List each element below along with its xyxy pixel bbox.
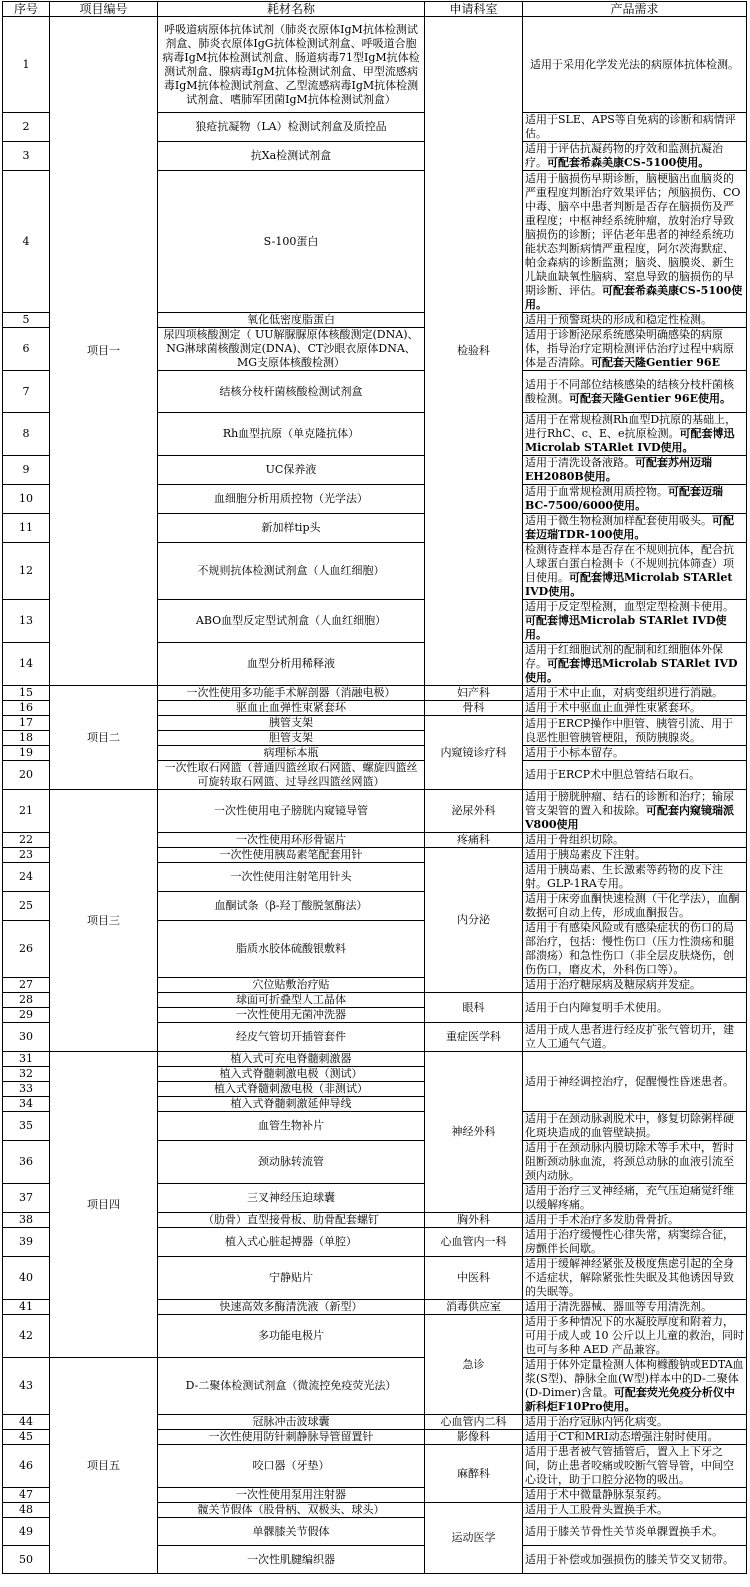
need-compat: 可配套天隆Gentier 96E使用。	[569, 391, 731, 405]
material-name: 抗Xa检测试剂盒	[158, 142, 425, 171]
row-seq: 19	[3, 746, 50, 761]
material-name: 不规则抗体检测试剂盒（人血红细胞）	[158, 543, 425, 600]
need-compat: 可配套博迅Microlab STARlet IVD使用。	[525, 614, 727, 641]
dept-name: 疼痛科	[425, 833, 523, 848]
need-text: 适用于预警斑块的形成和稳定性检测。	[525, 313, 712, 326]
row-seq: 25	[3, 892, 50, 921]
table-header-row	[3, 2, 747, 17]
row-seq: 17	[3, 716, 50, 731]
product-need	[523, 456, 747, 485]
dept-name: 影像科	[425, 1430, 523, 1445]
material-name: 脂质水胶体硫酸银敷料	[158, 921, 425, 978]
dept-name: 心血管内一科	[425, 1228, 523, 1257]
project-code: 项目一	[50, 17, 158, 686]
dept-name: 急诊	[425, 1315, 523, 1415]
row-seq: 41	[3, 1300, 50, 1315]
row-seq: 43	[3, 1358, 50, 1415]
material-name: 植入式脊髓刺激电极（非测试）	[158, 1082, 425, 1097]
dept-name: 胸外科	[425, 1213, 523, 1228]
material-name: 血酮试条（β-羟丁酸脱氢酶法）	[158, 892, 425, 921]
row-seq: 8	[3, 413, 50, 456]
product-need	[523, 761, 747, 790]
header-project: 项目编号	[50, 2, 158, 17]
material-name: 植入式心脏起搏器（单腔）	[158, 1228, 425, 1257]
row-seq: 1	[3, 17, 50, 113]
need-compat: 可配套苏州迈瑞EH2080B使用。	[525, 456, 712, 483]
row-seq: 38	[3, 1213, 50, 1228]
product-need	[523, 1052, 747, 1112]
material-name: S-100蛋白	[158, 171, 425, 313]
row-seq: 42	[3, 1315, 50, 1358]
need-text: 适用于缓解神经紧张及极度焦虑引起的全身不适症状，解除紧张性失眠及其他诱因导致的失眠等。	[525, 1257, 734, 1298]
need-text: 适用于SLE、APS等自免病的诊断和病情评估。	[525, 113, 736, 140]
product-need	[523, 1257, 747, 1300]
material-name: 一次性使用环形骨锯片	[158, 833, 425, 848]
need-text: 适用于清洗设备液路。	[525, 456, 635, 469]
need-compat: 可配套希森美康CS-5100使用。	[525, 283, 743, 311]
need-text: 适用于膝关节骨性关节炎单髁置换手术。	[525, 1524, 723, 1538]
table-row	[3, 686, 747, 701]
row-seq: 49	[3, 1518, 50, 1546]
project-code: 项目二	[50, 686, 158, 790]
row-seq: 24	[3, 863, 50, 892]
need-compat: 可配套博迅Microlab STARlet IVD使用。	[525, 571, 733, 598]
need-text: 适用于治疗三叉神经痛，充气压迫痛觉纤维以缓解疼痛。	[525, 1184, 734, 1211]
product-need	[523, 746, 747, 761]
need-text: 适用于在颈动脉内膜切除术等手术中，暂时阻断颈动脉血流，将颈总动脉的血液引流至颈内动脉。	[525, 1141, 734, 1182]
dept-name: 消毒供应室	[425, 1300, 523, 1315]
material-name: 新加样tip头	[158, 514, 425, 543]
dept-name: 神经外科	[425, 1052, 523, 1213]
dept-name: 妇产科	[425, 686, 523, 701]
material-name: 经皮气管切开插管套件	[158, 1023, 425, 1052]
product-need	[523, 142, 747, 171]
material-name: 一次性取石网篮（普通四篮丝取石网篮、螺旋四篮丝可旋转取石网篮、过导丝四篮丝网篮）	[158, 761, 425, 790]
row-seq: 7	[3, 371, 50, 413]
material-name: 一次性使用无菌冲洗器	[158, 1008, 425, 1023]
material-name: 血管生物补片	[158, 1112, 425, 1141]
material-name: ABO血型反定型试剂盒（人血红细胞）	[158, 600, 425, 643]
row-seq: 47	[3, 1488, 50, 1503]
need-text: 适用于治疗冠脉内钙化病变。	[525, 1415, 668, 1428]
need-text: 适用于床旁血酮快速检测（干化学法），血酮数据可自动上传，形成血酮报告。	[525, 892, 740, 919]
product-need	[523, 1228, 747, 1257]
table-row	[3, 1358, 747, 1415]
product-need	[523, 17, 747, 113]
product-need	[523, 113, 747, 142]
need-text: 适用于有感染风险或有感染症状的伤口的局部治疗，包括：慢性伤口（压力性溃疡和腿部溃疡）和急性伤口（非全层皮肤烧伤，创伤伤口，磨皮术，外科伤口等）。	[525, 921, 734, 976]
product-need	[523, 514, 747, 543]
table-row	[3, 17, 747, 113]
need-text: 适用于采用化学发光法的病原体抗体检测。	[530, 57, 739, 71]
need-text: 适用于体外定量检测人体枸橼酸钠或EDTA血浆(S型)、静脉全血(W型)样本中的D-二聚体(D-Dimer)含量。	[525, 1358, 744, 1399]
row-seq: 21	[3, 790, 50, 833]
need-text: 适用于血常规检测用质控物。	[525, 485, 668, 498]
table-row	[3, 1052, 747, 1067]
material-name: 一次性使用注射笔用针头	[158, 863, 425, 892]
need-text: 适用于术中微量静脉泵泵药。	[525, 1488, 668, 1501]
material-name: 氧化低密度脂蛋白	[158, 313, 425, 328]
need-text: 适用于脑损伤早期诊断，脑梗脑出血脑炎的严重程度判断治疗效果评估；颅脑损伤、CO中毒、脑卒中患者判断是否存在脑损伤及严重程度；中枢神经系统肿瘤，放射治疗导致脑损伤的诊断；评估老年患者的神经系统功能状态判断病情严重程度，阿尔茨海默症、帕金森病的诊断监测；脑炎、脑膜炎、新生儿缺血缺氧性脑病、窒息导致的脑损伤的早期诊断、评估。	[525, 171, 741, 297]
need-text: 适用于白内障复明手术使用。	[525, 1000, 668, 1014]
need-text: 适用于胰岛素、生长激素等药物的皮下注射。GLP-1RA专用。	[525, 863, 723, 890]
need-text: 适用于治疗糖尿病及糖尿病并发症。	[525, 978, 701, 991]
product-need	[523, 1430, 747, 1445]
material-name: 驱血止血弹性束紧套环	[158, 701, 425, 716]
material-name: Rh血型抗原（单克隆抗体）	[158, 413, 425, 456]
row-seq: 18	[3, 731, 50, 746]
need-text: 适用于ERCP操作中胆管、胰管引流、用于良恶性胆管胰管梗阻，预防胰腺炎。	[525, 716, 734, 744]
product-need	[523, 1184, 747, 1213]
product-need	[523, 371, 747, 413]
product-need	[523, 1518, 747, 1546]
product-need	[523, 1488, 747, 1503]
product-need	[523, 1358, 747, 1415]
need-compat: 可配套博迅Microlab STARlet IVD使用。	[525, 657, 738, 684]
row-seq: 32	[3, 1067, 50, 1082]
product-need	[523, 1112, 747, 1141]
need-text: 适用于在常规检测Rh血型D抗原的基础上，进行RhC、c、E、e抗原检测。	[525, 413, 737, 440]
need-text: 适用于CT和MRI动态增强注射时使用。	[525, 1430, 719, 1443]
material-name: 髋关节假体（股骨柄、双极头、球头）	[158, 1503, 425, 1518]
row-seq: 27	[3, 978, 50, 993]
material-name: D-二聚体检测试剂盒（微流控免疫荧光法）	[158, 1358, 425, 1415]
product-need	[523, 833, 747, 848]
need-text: 适用于清洗器械、器皿等专用清洗剂。	[525, 1300, 712, 1313]
row-seq: 29	[3, 1008, 50, 1023]
need-text: 检测待查样本是否存在不规则抗体，配合抗人球蛋白蛋白检测卡（不规则抗体筛查）项目使用。	[525, 543, 734, 584]
material-name: 血型分析用稀释液	[158, 643, 425, 686]
need-compat: 可配套博迅Microlab STARlet IVD使用。	[525, 427, 735, 454]
need-text: 适用于患者被气管插管后，置入上下牙之间，防止患者咬痛或咬断气管导管，中间空心设计，助于口腔分泌物的吸出。	[525, 1445, 734, 1486]
product-need	[523, 1315, 747, 1358]
row-seq: 40	[3, 1257, 50, 1300]
row-seq: 23	[3, 848, 50, 863]
material-name: 血细胞分析用质控物（光学法）	[158, 485, 425, 514]
product-need	[523, 171, 747, 313]
header-seq: 序号	[3, 2, 50, 17]
row-seq: 33	[3, 1082, 50, 1097]
need-text: 适用于小标本留存。	[525, 746, 624, 759]
product-need	[523, 848, 747, 863]
material-name: 快速高效多酶清洗液（新型）	[158, 1300, 425, 1315]
row-seq: 35	[3, 1112, 50, 1141]
need-text: 适用于手术治疗多发肋骨骨折。	[525, 1213, 679, 1226]
material-name: 一次性使用泵用注射器	[158, 1488, 425, 1503]
product-need	[523, 1445, 747, 1488]
need-text: 适用于骨组织切除。	[525, 833, 624, 846]
product-need	[523, 701, 747, 716]
row-seq: 34	[3, 1097, 50, 1112]
product-need	[523, 1546, 747, 1574]
material-name: 结核分枝杆菌核酸检测试剂盒	[158, 371, 425, 413]
dept-name: 眼科	[425, 993, 523, 1023]
material-name: 一次性使用多功能手术解剖器（消融电极）	[158, 686, 425, 701]
row-seq: 46	[3, 1445, 50, 1488]
material-name: 植入式可充电脊髓刺激器	[158, 1052, 425, 1067]
material-name: 一次性使用胰岛素笔配套用针	[158, 848, 425, 863]
product-need	[523, 600, 747, 643]
need-text: 适用于多种情况下的水凝胶厚度和附着力，可用于成人或 10 公斤以上儿童的救治，同时也可与多种 AED 产品兼容。	[525, 1315, 744, 1356]
table-row	[3, 790, 747, 833]
project-code: 项目五	[50, 1358, 158, 1574]
need-compat: 可配套内窥镜瑞派V800使用	[525, 804, 734, 831]
product-need	[523, 686, 747, 701]
row-seq: 12	[3, 543, 50, 600]
need-compat: 可配套天隆Gentier 96E	[591, 356, 720, 369]
row-seq: 28	[3, 993, 50, 1008]
row-seq: 9	[3, 456, 50, 485]
row-seq: 50	[3, 1546, 50, 1574]
material-name: 胆管支架	[158, 731, 425, 746]
product-need	[523, 413, 747, 456]
row-seq: 31	[3, 1052, 50, 1067]
header-material: 耗材名称	[158, 2, 425, 17]
need-text: 适用于评估抗凝药物的疗效和监测抗凝治疗。	[525, 142, 723, 169]
material-name: 冠脉冲击波球囊	[158, 1415, 425, 1430]
material-name: 一次性肌腱编织器	[158, 1546, 425, 1574]
need-text: 适用于红细胞试剂的配制和红细胞体外保存。	[525, 643, 723, 670]
need-compat: 可配套希森美康CS-5100使用。	[547, 156, 710, 169]
row-seq: 22	[3, 833, 50, 848]
material-name: 咬口器（牙垫）	[158, 1445, 425, 1488]
procurement-table	[2, 1, 747, 1574]
need-text: 适用于膀胱肿瘤、结石的诊断和治疗；输尿管支架管的置入和拔除。	[525, 790, 734, 817]
material-name: 多功能电极片	[158, 1315, 425, 1358]
need-compat: 可配套荧光免疫分析仪中新科炬F10Pro使用。	[525, 1386, 735, 1413]
product-need	[523, 863, 747, 892]
row-seq: 45	[3, 1430, 50, 1445]
material-name: 一次性使用防针刺静脉导管留置针	[158, 1430, 425, 1445]
row-seq: 14	[3, 643, 50, 686]
row-seq: 36	[3, 1141, 50, 1184]
material-name: 三叉神经压迫球囊	[158, 1184, 425, 1213]
dept-name: 泌尿外科	[425, 790, 523, 833]
row-seq: 30	[3, 1023, 50, 1052]
row-seq: 13	[3, 600, 50, 643]
material-name: 宁静贴片	[158, 1257, 425, 1300]
material-name: （肋骨）直型接骨板、肋骨配套螺钉	[158, 1213, 425, 1228]
material-name: 颈动脉转流管	[158, 1141, 425, 1184]
product-need	[523, 1503, 747, 1518]
product-need	[523, 1300, 747, 1315]
material-name: 植入式脊髓刺激电极（测试）	[158, 1067, 425, 1082]
need-text: 适用于反定型检测，血型定型检测卡使用。	[525, 600, 734, 613]
dept-name: 内窥镜诊疗科	[425, 716, 523, 790]
material-name: 胰管支架	[158, 716, 425, 731]
row-seq: 4	[3, 171, 50, 313]
need-text: 适用于人工股骨头置换手术。	[525, 1503, 668, 1516]
product-need	[523, 543, 747, 600]
row-seq: 2	[3, 113, 50, 142]
dept-name: 内分泌	[425, 848, 523, 993]
row-seq: 6	[3, 328, 50, 371]
material-name: 穴位贴敷治疗贴	[158, 978, 425, 993]
product-need	[523, 716, 747, 746]
need-text: 适用于在颈动脉剥脱术中，修复切除粥样硬化斑块造成的血管壁缺损。	[525, 1112, 734, 1139]
product-need	[523, 1023, 747, 1052]
product-need	[523, 892, 747, 921]
product-need	[523, 1213, 747, 1228]
row-seq: 48	[3, 1503, 50, 1518]
need-text: 适用于诊断泌尿系统感染明确感染的病原体，指导治疗定期检测评估治疗过程中病原体是否清除。	[525, 328, 734, 369]
need-compat: 可配套迈瑞BC-7500/6000使用。	[525, 485, 723, 512]
row-seq: 3	[3, 142, 50, 171]
need-text: 适用于术中驱血止血弹性束紧套环。	[525, 701, 701, 714]
need-text: 适用于ERCP术中胆总管结石取石。	[525, 768, 701, 781]
need-compat: 可配套迈瑞TDR-100使用。	[525, 514, 734, 541]
dept-name: 检验科	[425, 17, 523, 686]
product-need	[523, 328, 747, 371]
product-need	[523, 313, 747, 328]
dept-name: 骨科	[425, 701, 523, 716]
dept-name: 心血管内二科	[425, 1415, 523, 1430]
material-name: 呼吸道病原体抗体试剂（肺炎衣原体IgM抗体检测试剂盒、肺炎衣原体IgG抗体检测试剂盒、呼吸道合胞病毒IgM抗体检测试剂盒、肠道病毒71型IgM抗体检测试剂盒、腺病毒IgM抗体检测试剂盒、甲型流感病毒IgM抗体检测试剂盒、乙型流感病毒IgM抗体检测试剂盒、嗜肺军团菌IgM抗体检测试剂盒）	[158, 17, 425, 113]
dept-name: 重症医学科	[425, 1023, 523, 1052]
header-dept: 申请科室	[425, 2, 523, 17]
need-text: 适用于补偿或加强损伤的膝关节交叉韧带。	[525, 1552, 734, 1566]
material-name: UC保养液	[158, 456, 425, 485]
row-seq: 44	[3, 1415, 50, 1430]
material-name: 狼疮抗凝物（LA）检测试剂盒及质控品	[158, 113, 425, 142]
product-need	[523, 993, 747, 1023]
need-text: 适用于成人患者进行经皮扩张气管切开，建立人工通气气道。	[525, 1023, 734, 1050]
row-seq: 26	[3, 921, 50, 978]
project-code: 项目四	[50, 1052, 158, 1358]
product-need	[523, 485, 747, 514]
need-text: 适用于治疗缓慢性心律失常，病窦综合征，房颤伴长间歇。	[525, 1228, 734, 1255]
product-need	[523, 1415, 747, 1430]
dept-name: 中医科	[425, 1257, 523, 1300]
need-text: 适用于术中止血，对病变组织进行消融。	[525, 686, 723, 699]
row-seq: 15	[3, 686, 50, 701]
row-seq: 16	[3, 701, 50, 716]
material-name: 单髁膝关节假体	[158, 1518, 425, 1546]
material-name: 病理标本瓶	[158, 746, 425, 761]
need-text: 适用于胰岛素皮下注射。	[525, 848, 646, 861]
material-name: 植入式脊髓刺激延伸导线	[158, 1097, 425, 1112]
need-text: 适用于微生物检测加样配套使用吸头。	[525, 514, 712, 527]
row-seq: 11	[3, 514, 50, 543]
product-need	[523, 978, 747, 993]
row-seq: 39	[3, 1228, 50, 1257]
procurement-table-page	[2, 1, 746, 1585]
need-text: 适用于不同部位结核感染的结核分枝杆菌核酸检测。	[525, 377, 734, 405]
project-code: 项目三	[50, 790, 158, 1052]
row-seq: 20	[3, 761, 50, 790]
product-need	[523, 790, 747, 833]
need-text: 适用于神经调控治疗，促醒慢性昏迷患者。	[525, 1074, 734, 1088]
material-name: 球面可折叠型人工晶体	[158, 993, 425, 1008]
row-seq: 37	[3, 1184, 50, 1213]
product-need	[523, 643, 747, 686]
row-seq: 5	[3, 313, 50, 328]
material-name: 尿四项核酸测定（ UU解脲脲原体核酸测定(DNA)、NG淋球菌核酸测定(DNA)、CT沙眼衣原体DNA、MG支原体核酸检测）	[158, 328, 425, 371]
dept-name: 麻醉科	[425, 1445, 523, 1503]
header-need: 产品需求	[523, 2, 747, 17]
material-name: 一次性使用电子膀胱内窥镜导管	[158, 790, 425, 833]
product-need	[523, 921, 747, 978]
dept-name: 运动医学	[425, 1503, 523, 1574]
row-seq: 10	[3, 485, 50, 514]
product-need	[523, 1141, 747, 1184]
